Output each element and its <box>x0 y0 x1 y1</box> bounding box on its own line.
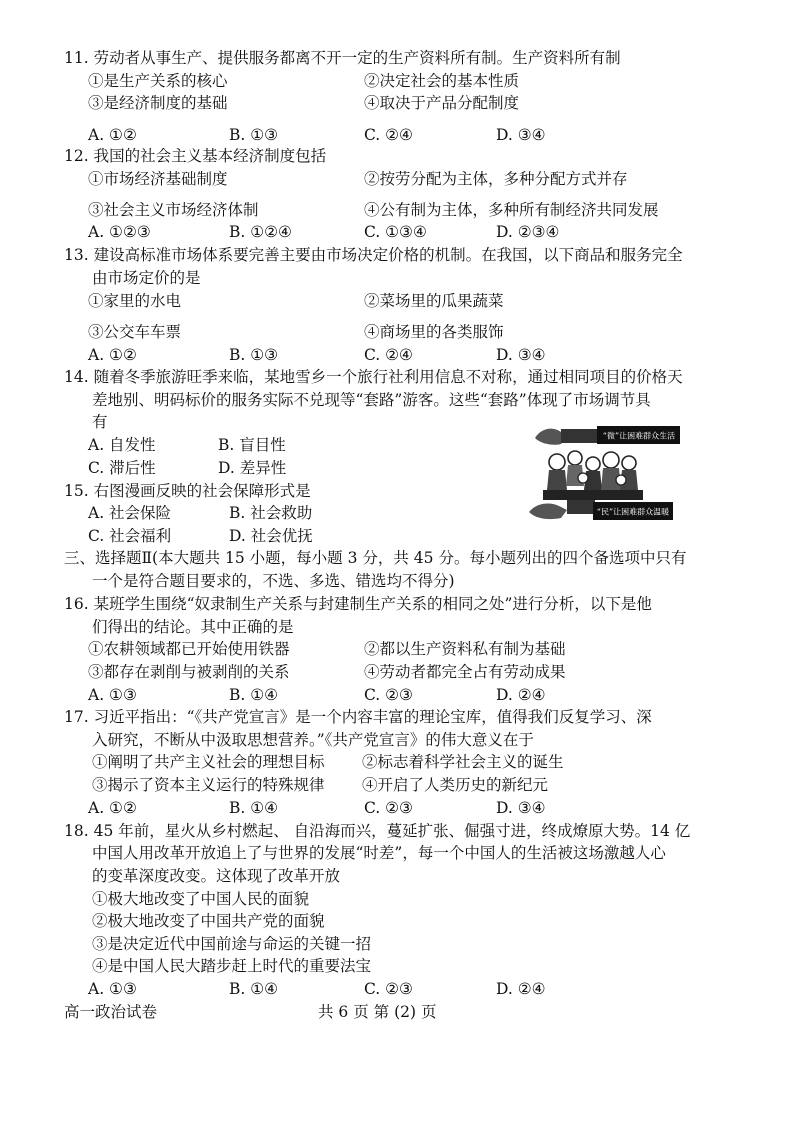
answer-choice: A. ①② <box>88 799 137 817</box>
social-security-cartoon <box>527 420 682 525</box>
question-stem: 11. 劳动者从事生产、提供服务都离不开一定的生产资料所有制。生产资料所有制 <box>64 49 621 67</box>
question-stem: 14. 随着冬季旅游旺季来临，某地雪乡一个旅行社利用信息不对称，通过相同项目的价格天 <box>64 368 683 386</box>
answer-choice: A. ①②③ <box>88 223 151 241</box>
answer-choice: D. 社会优抚 <box>229 527 313 545</box>
option-statement: ①家里的水电 <box>88 292 182 310</box>
option-statement: ④商场里的各类服饰 <box>364 323 504 341</box>
option-statement: ③是决定近代中国前途与命运的关键一招 <box>92 935 372 953</box>
option-statement: ①极大地改变了中国人民的面貌 <box>92 890 310 908</box>
question-stem: 12. 我国的社会主义基本经济制度包括 <box>64 147 327 165</box>
answer-choice: C. ②④ <box>364 346 413 364</box>
answer-choice: B. ①③ <box>229 126 279 144</box>
answer-choice: D. ③④ <box>496 126 546 144</box>
answer-choice: A. ①③ <box>88 980 137 998</box>
answer-choice: D. ③④ <box>496 346 546 364</box>
answer-choice: C. 社会福利 <box>88 527 172 545</box>
answer-choice: B. ①④ <box>229 980 279 998</box>
option-statement: ①是生产关系的核心 <box>88 72 228 90</box>
bottom-banner-label: “民”让困难群众温暖 <box>596 507 670 517</box>
answer-choice: C. ②③ <box>364 799 413 817</box>
answer-choice: A. ①③ <box>88 686 137 704</box>
option-statement: ④劳动者都完全占有劳动成果 <box>364 663 566 681</box>
answer-choice: B. ①③ <box>229 346 279 364</box>
answer-choice: D. ②④ <box>496 980 546 998</box>
answer-choice: D. ③④ <box>496 799 546 817</box>
option-statement: ②决定社会的基本性质 <box>364 72 520 90</box>
footer-exam-title: 高一政治试卷 <box>64 1003 158 1021</box>
option-statement: ②极大地改变了中国共产党的面貌 <box>92 912 325 930</box>
option-statement: ④是中国人民大踏步赶上时代的重要法宝 <box>92 957 372 975</box>
people-group-icon <box>547 451 638 490</box>
option-statement: ④开启了人类历史的新纪元 <box>362 776 549 794</box>
question-stem: 入研究，不断从中汲取思想营养。”《共产党宣言》的伟大意义在于 <box>92 731 534 749</box>
option-statement: ②按劳分配为主体，多种分配方式并存 <box>364 170 628 188</box>
question-stem: 17. 习近平指出：“《共产党宣言》是一个内容丰富的理论宝库，值得我们反复学习、深 <box>64 708 652 726</box>
question-stem: 的变革深度改变。这体现了改革开放 <box>92 867 341 885</box>
option-statement: ③是经济制度的基础 <box>88 94 228 112</box>
question-stem: 18. 45 年前，星火从乡村燃起、 自沿海而兴，蔓延扩张、倔强寸进，终成燎原大势。14 亿 <box>64 822 691 840</box>
question-stem: 有 <box>92 413 108 431</box>
answer-choice: A. ①② <box>88 346 137 364</box>
option-statement: ③都存在剥削与被剥削的关系 <box>88 663 290 681</box>
answer-choice: C. 滞后性 <box>88 459 156 477</box>
answer-choice: A. ①② <box>88 126 137 144</box>
answer-choice: C. ①③④ <box>364 223 427 241</box>
answer-choice: D. ②③④ <box>496 223 560 241</box>
answer-choice: A. 自发性 <box>88 436 156 454</box>
question-stem: 差地别、明码标价的服务实际不兑现等“套路”游客。这些“套路”体现了市场调节具 <box>92 391 651 409</box>
question-stem: 中国人用改革开放追上了与世界的发展“时差”，每一个中国人的生活被这场激越人心 <box>92 844 666 862</box>
question-stem: 由市场定价的是 <box>92 269 201 287</box>
answer-choice: D. 差异性 <box>218 459 287 477</box>
question-stem: 15. 右图漫画反映的社会保障形式是 <box>64 482 311 500</box>
bottom-hand-icon <box>529 504 567 520</box>
answer-choice: B. 盲目性 <box>218 436 286 454</box>
answer-choice: C. ②④ <box>364 126 413 144</box>
option-statement: ①阐明了共产主义社会的理想目标 <box>92 753 325 771</box>
option-statement: ③社会主义市场经济体制 <box>88 201 259 219</box>
option-statement: ②标志着科学社会主义的诞生 <box>362 753 564 771</box>
answer-choice: B. ①②④ <box>229 223 292 241</box>
option-statement: ③揭示了资本主义运行的特殊规律 <box>92 776 325 794</box>
option-statement: ④公有制为主体，多种所有制经济共同发展 <box>364 201 659 219</box>
section-heading: 一个是符合题目要求的，不选、多选、错选均不得分) <box>92 572 455 590</box>
option-statement: ①市场经济基础制度 <box>88 170 228 188</box>
footer-page-number: 共 6 页 第 (2) 页 <box>318 1003 437 1021</box>
answer-choice: B. ①④ <box>229 686 279 704</box>
option-statement: ③公交车车票 <box>88 323 182 341</box>
option-statement: ④取决于产品分配制度 <box>364 94 520 112</box>
question-stem: 16. 某班学生围绕“奴隶制生产关系与封建制生产关系的相同之处”进行分析，以下是他 <box>64 595 652 613</box>
question-stem: 们得出的结论。其中正确的是 <box>92 618 294 636</box>
answer-choice: A. 社会保险 <box>88 504 172 522</box>
answer-choice: B. ①④ <box>229 799 279 817</box>
answer-choice: D. ②④ <box>496 686 546 704</box>
top-banner-label: “微”让困难群众生活 <box>602 431 676 441</box>
option-statement: ①农耕领域都已开始使用铁器 <box>88 640 290 658</box>
question-stem: 13. 建设高标准市场体系要完善主要由市场决定价格的机制。在我国，以下商品和服务完全 <box>64 246 683 264</box>
answer-choice: C. ②③ <box>364 686 413 704</box>
section-heading: 三、选择题Ⅱ(本大题共 15 小题，每小题 3 分，共 45 分。每小题列出的四个备选项中只有 <box>64 549 687 567</box>
answer-choice: B. 社会救助 <box>229 504 313 522</box>
option-statement: ②菜场里的瓜果蔬菜 <box>364 292 504 310</box>
option-statement: ②都以生产资料私有制为基础 <box>364 640 566 658</box>
answer-choice: C. ②③ <box>364 980 413 998</box>
